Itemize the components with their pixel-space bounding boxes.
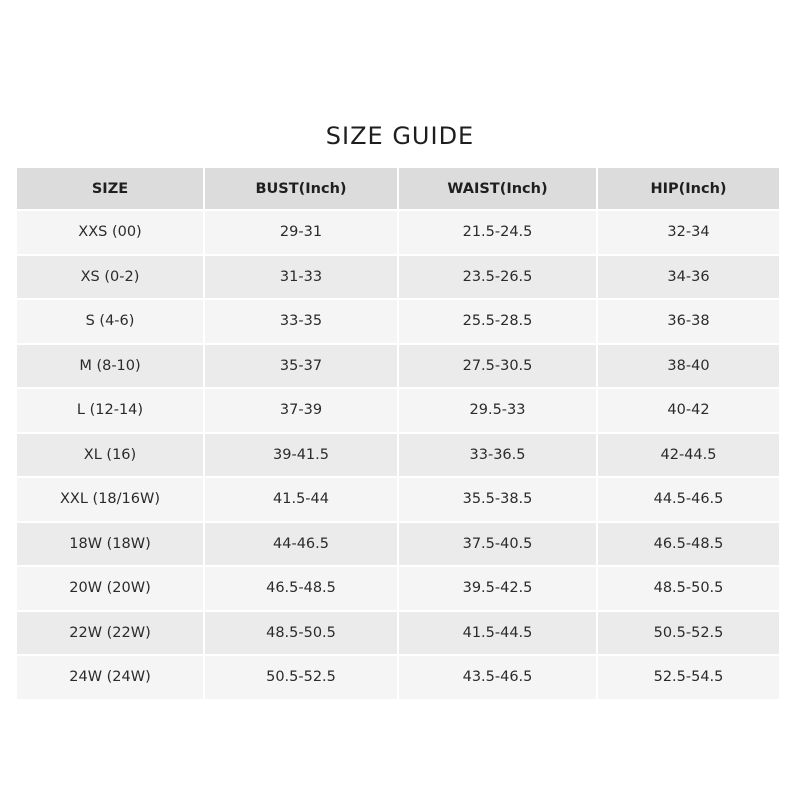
hip-cell: 32-34 [598, 211, 779, 254]
waist-cell: 27.5-30.5 [399, 345, 596, 388]
table-row [17, 567, 779, 610]
table-row [17, 612, 779, 655]
bust-cell: 37-39 [205, 389, 397, 432]
header-hip: HIP(Inch) [598, 168, 779, 209]
table-row [17, 656, 779, 699]
bust-cell: 46.5-48.5 [205, 567, 397, 610]
bust-cell: 35-37 [205, 345, 397, 388]
size-cell: 18W (18W) [17, 523, 203, 566]
hip-cell: 44.5-46.5 [598, 478, 779, 521]
waist-cell: 39.5-42.5 [399, 567, 596, 610]
table-row [17, 523, 779, 566]
bust-cell: 50.5-52.5 [205, 656, 397, 699]
bust-cell: 33-35 [205, 300, 397, 343]
bust-cell: 44-46.5 [205, 523, 397, 566]
header-size: SIZE [17, 168, 203, 209]
hip-cell: 48.5-50.5 [598, 567, 779, 610]
size-cell: XXS (00) [17, 211, 203, 254]
size-cell: 24W (24W) [17, 656, 203, 699]
table-header-row [17, 168, 779, 209]
waist-cell: 21.5-24.5 [399, 211, 596, 254]
bust-cell: 41.5-44 [205, 478, 397, 521]
hip-cell: 46.5-48.5 [598, 523, 779, 566]
table-row [17, 389, 779, 432]
size-cell: M (8-10) [17, 345, 203, 388]
size-cell: XXL (18/16W) [17, 478, 203, 521]
table-row [17, 300, 779, 343]
waist-cell: 43.5-46.5 [399, 656, 596, 699]
table-row [17, 256, 779, 299]
waist-cell: 41.5-44.5 [399, 612, 596, 655]
table-row [17, 211, 779, 254]
table-row [17, 434, 779, 477]
waist-cell: 23.5-26.5 [399, 256, 596, 299]
hip-cell: 38-40 [598, 345, 779, 388]
bust-cell: 39-41.5 [205, 434, 397, 477]
page-title: SIZE GUIDE [325, 122, 475, 150]
header-bust: BUST(Inch) [205, 168, 397, 209]
size-cell: XS (0-2) [17, 256, 203, 299]
size-cell: 20W (20W) [17, 567, 203, 610]
size-guide-table [15, 166, 781, 701]
size-cell: XL (16) [17, 434, 203, 477]
table-row [17, 478, 779, 521]
table-body [17, 211, 779, 699]
hip-cell: 36-38 [598, 300, 779, 343]
waist-cell: 29.5-33 [399, 389, 596, 432]
waist-cell: 25.5-28.5 [399, 300, 596, 343]
bust-cell: 31-33 [205, 256, 397, 299]
size-cell: S (4-6) [17, 300, 203, 343]
hip-cell: 42-44.5 [598, 434, 779, 477]
waist-cell: 35.5-38.5 [399, 478, 596, 521]
hip-cell: 34-36 [598, 256, 779, 299]
hip-cell: 50.5-52.5 [598, 612, 779, 655]
hip-cell: 52.5-54.5 [598, 656, 779, 699]
waist-cell: 33-36.5 [399, 434, 596, 477]
header-waist: WAIST(Inch) [399, 168, 596, 209]
size-cell: L (12-14) [17, 389, 203, 432]
bust-cell: 29-31 [205, 211, 397, 254]
size-cell: 22W (22W) [17, 612, 203, 655]
waist-cell: 37.5-40.5 [399, 523, 596, 566]
table-row [17, 345, 779, 388]
bust-cell: 48.5-50.5 [205, 612, 397, 655]
hip-cell: 40-42 [598, 389, 779, 432]
